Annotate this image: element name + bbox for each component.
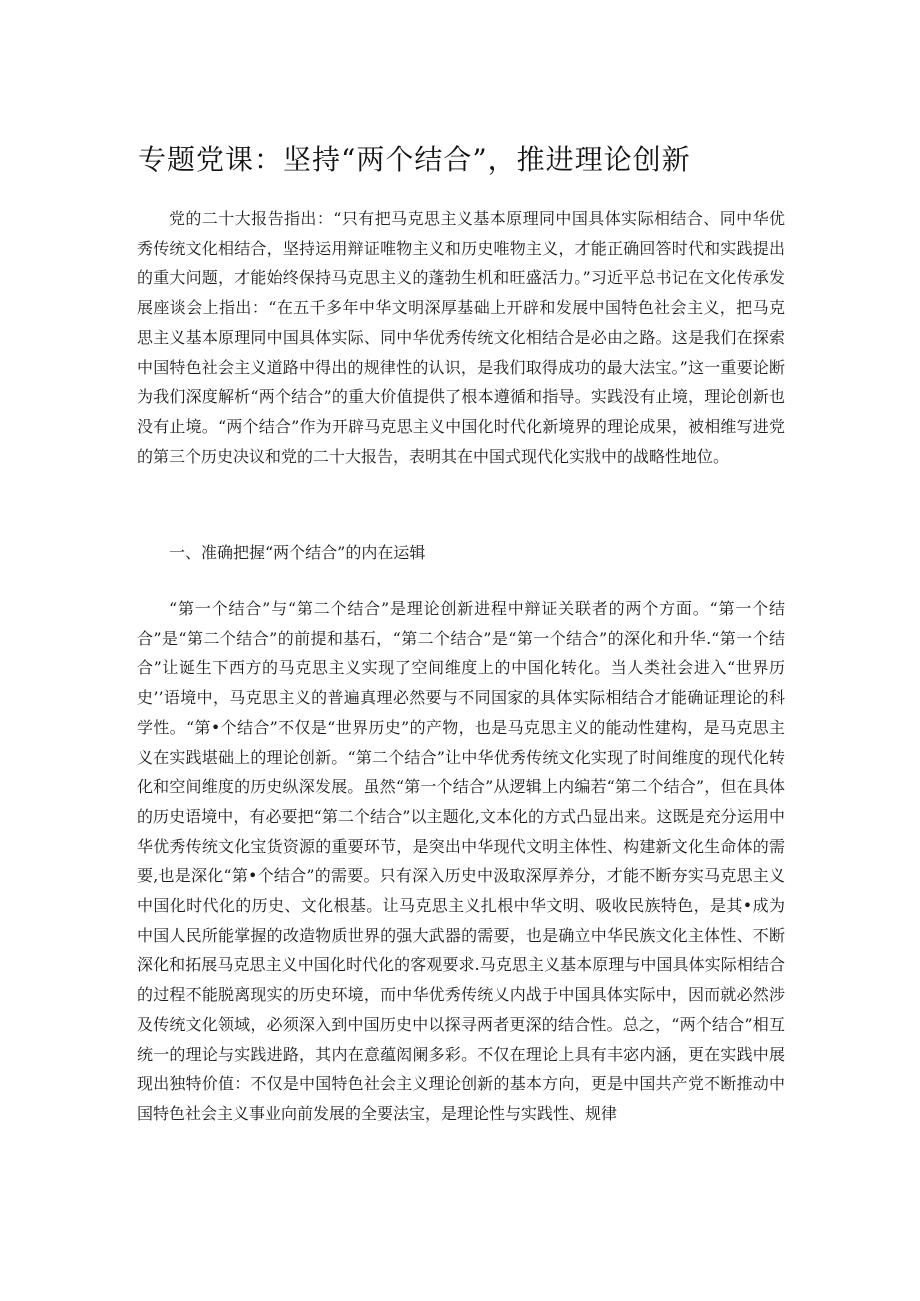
section-paragraph: “第一个结合”与“第二个结合”是理论创新进程中辩证关联者的两个方面。“第一个结合”是“第二个结合”的前提和基石，“第二个结合”是“第一个结合”的深化和升华.“第一个结合”让诞生下西方的马克思主义实现了空间维度上的中国化转化。当人类社会进入“世界历史’’语境中，马克思主义的普遍真理必然要与不同国家的具体实际相结合才能确证理论的科学性。“第•个结合”不仅是“世界历史”的产物，也是马克思主义的能动性建构，是马克思主义在实践堪础上的理论创新。“第二个结合”让中华优秀传统文化实现了时间维度的现代化转化和空间维度的历史纵深发展。虽然“第一个结合”从逻辑上内编若“第二个结合”，但在具体的历史语境中，有必要把“第二个结合”以主题化,文本化的方式凸显出来。这既是充分运用中华优秀传统文化宝货资源的重要环节，是突出中华现代文明主体性、构建新文化生命体的需要,也是深化“第•个结合”的需要。只有深入历史中汲取深厚养分，才能不断夯实马克思主义中国化时代化的历史、文化根基。让马克思主义扎根中华文明、吸收民族特色，是其•成为中国人民所能掌握的改造物质世界的强大武器的需要，也是确立中华民族文化主体性、不断深化和拓展马克思主义中国化时代化的客观要求.马克思主义基本原理与中国具体实际相结合的过程不能脱离现实的历史环境，而中华优秀传统乂内战于中国具体实际中，因而就必然涉及传统文化领域，必须深入到中国历史中以探寻两者更深的结合性。总之，“两个结合”相互统一的理论与实践进路，其内在意蕴闳阑多彩。不仅在理论上具有丰宓内涵，更在实践中展现出独特价值：不仅是中国特色社会主义理论创新的基本方向，更是中国共产党不断推动中国特色社会主义事业向前发展的全要法宝，是理论性与实践性、规律 [137,599,785,1123]
section-heading: 一、准确把握“两个结合”的内在运辑 [169,543,426,562]
intro-paragraph: 党的二十大报告指出：“只有把马克思主义基本原理同中国具体实际相结合、同中华优秀传统文化相结合，坚持运用辩证唯物主义和历史唯物主义，才能正确回答时代和实践提出的重大问题，才能始终保持马克思主义的蓬勃生机和旺盛活力。”习近平总书记在文化传承发展座谈会上指出：“在五千多年中华文明深厚基础上开辟和发展中国特色社会主义，把马克思主义基本原理同中国具体实际、同中华优秀传统文化相结合是必由之路。这是我们在探索中国特色社会主义道路中得出的规律性的认识，是我们取得成功的最大法宝。”这一重要论断为我们深度解析“两个结合”的重大价值提供了根本遵循和指导。实践没有止境，理论创新也没有止境。“两个结合”作为开辟马克思主义中国化时代化新境界的理论成果，被相维写进党的第三个历史决议和党的二十大报告，表明其在中国式现代化实戕中的战略性地位。 [137,209,785,466]
document-title: 专题党课：坚持“两个结合”，推进理论创新 [138,143,691,176]
